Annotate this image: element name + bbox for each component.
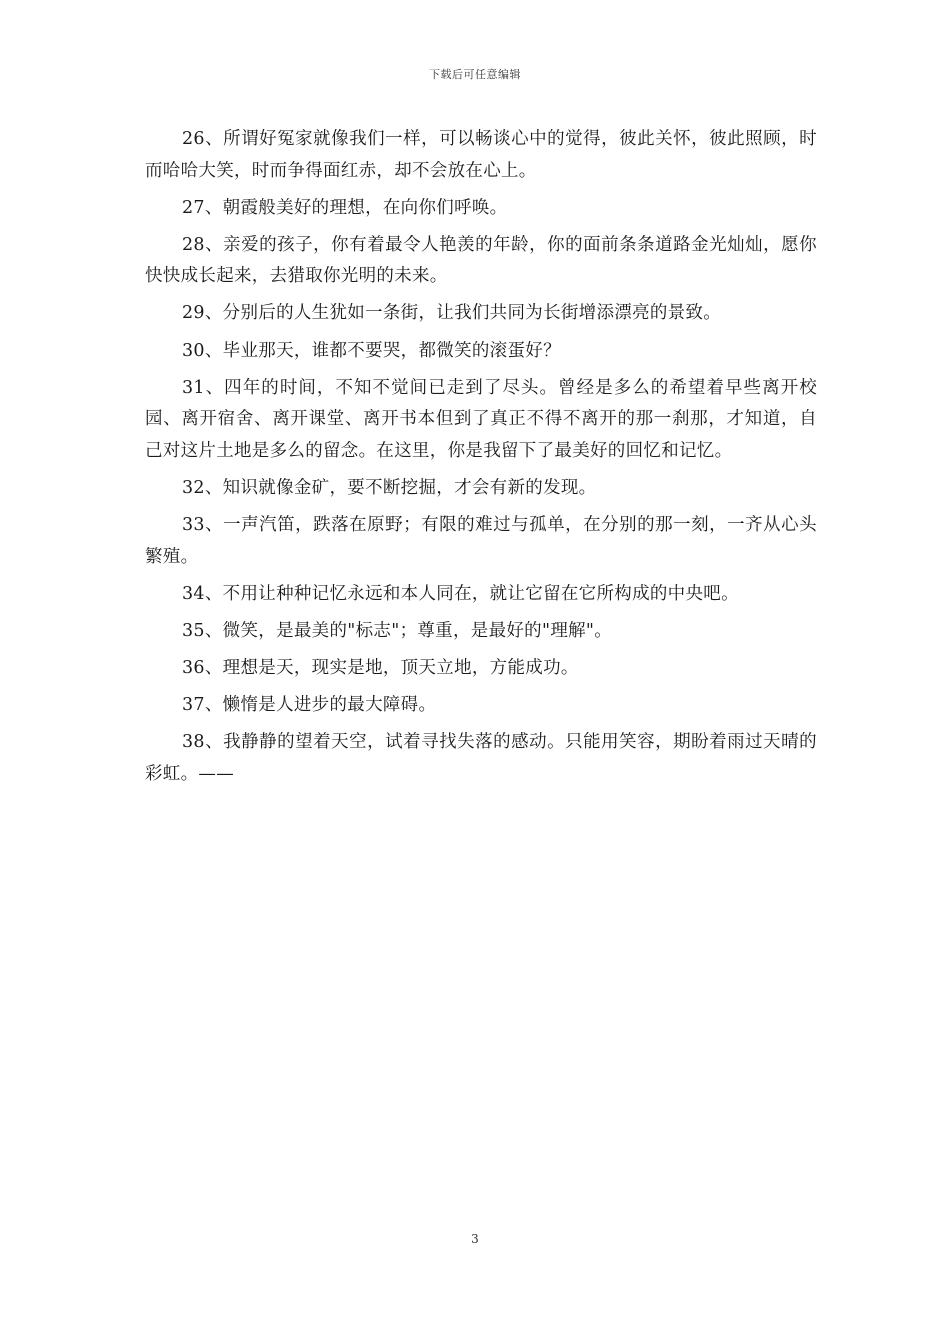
paragraph-27: 27、朝霞般美好的理想，在向你们呼唤。 <box>182 197 508 218</box>
paragraph-34: 34、不用让种种记忆永远和本人同在，就让它留在它所构成的中央吧。 <box>182 583 739 604</box>
paragraph-26: 26、所谓好冤家就像我们一样，可以畅谈心中的觉得，彼此关怀，彼此照顾，时而哈哈大笑，时而争得面红赤，却不会放在心上。 <box>145 129 817 181</box>
paragraph-33: 33、一声汽笛，跌落在原野；有限的难过与孤单，在分别的那一刻，一齐从心头繁殖。 <box>145 515 817 567</box>
paragraph-35: 35、微笑，是最美的"标志"；尊重，是最好的"理解"。 <box>182 620 613 641</box>
paragraph-36: 36、理想是天，现实是地，顶天立地，方能成功。 <box>182 657 579 678</box>
document-body <box>145 124 817 796</box>
page-header: 下载后可任意编辑 <box>429 68 521 81</box>
paragraph-28: 28、亲爱的孩子，你有着最令人艳羡的年龄，你的面前条条道路金光灿灿，愿你快快成长起来，去猎取你光明的未来。 <box>145 234 817 287</box>
paragraph-31: 31、四年的时间，不知不觉间已走到了尽头。曾经是多么的希望着早些离开校园、离开宿舍、离开课堂、离开书本但到了真正不得不离开的那一刹那，才知道，自己对这片土地是多么的留念。在这里，你是我留下了最美好的回忆和记忆。 <box>145 377 817 461</box>
paragraph-37: 37、懒惰是人进步的最大障碍。 <box>182 695 437 715</box>
paragraph-29: 29、分别后的人生犹如一条街，让我们共同为长街增添漂亮的景致。 <box>182 303 722 324</box>
paragraph-32: 32、知识就像金矿，要不断挖掘，才会有新的发现。 <box>182 477 597 498</box>
paragraph-38: 38、我静静的望着天空，试着寻找失落的感动。只能用笑容，期盼着雨过天晴的彩虹。—— <box>145 732 817 784</box>
page-number: 3 <box>471 1232 479 1246</box>
paragraph-30: 30、毕业那天，谁都不要哭，都微笑的滚蛋好？ <box>182 340 561 361</box>
